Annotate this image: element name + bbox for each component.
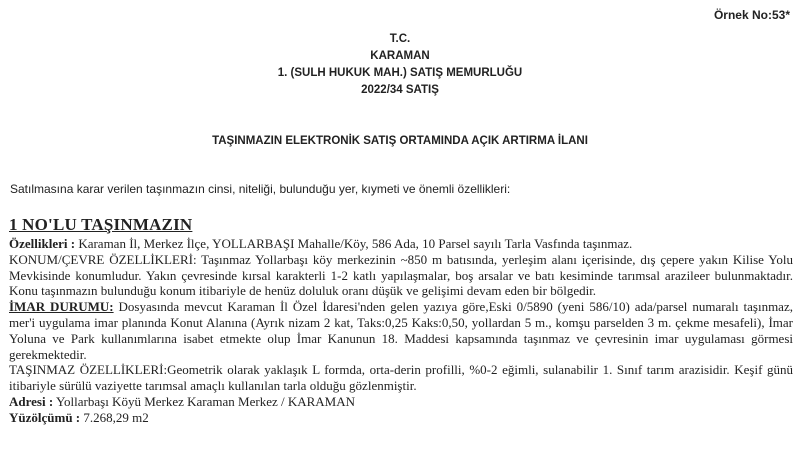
property-section [9,215,793,426]
property-features-paragraph: TAŞINMAZ ÖZELLİKLERİ:Geometrik olarak yaklaşık L formda, orta-derin profilli, %0-2 eğimli, sulanabilir 1. Sınıf tarım arazisidir. Keşif günü itibariyle sürülü vaziyette tarımsal amaçlı kullanılan tarla olduğu gözlenmiştir. [9,362,793,394]
features-label: Özellikleri : [9,236,76,251]
zoning-paragraph [9,299,793,362]
area-text: 7.268,29 m2 [80,409,149,425]
header-case-number: 2022/34 SATIŞ [361,84,439,96]
document-header [0,31,800,99]
header-city: KARAMAN [370,50,430,62]
example-number: Örnek No:53* [713,8,790,22]
intro-text: Satılmasına karar verilen taşınmazın cinsi, niteliği, bulunduğu yer, kıymeti ve önemli özellikleri: [10,182,511,196]
address-paragraph [9,394,793,410]
address-text: Yollarbaşı Köyü Merkez Karaman Merkez / KARAMAN [53,393,356,409]
location-paragraph: KONUM/ÇEVRE ÖZELLİKLERİ: Taşınmaz Yollarbaşı köy merkezinin ~850 m batısında, yerleşim alanı içerisinde, dış çepere yakın Kilise Yolu Mevkisinde konumludur. Yakın çevresinde kırsal karakterli 1-2 katlı yapılaşmalar, boş arsalar ve batı kesiminde tarımsal arazileer bulunmaktadır. Konu taşınmazın bulunduğu konum itibariyle de henüz doluluk oranı düşük ve gelişimi devam eden bir bölgedir. [9,251,793,299]
header-office: 1. (SULH HUKUK MAH.) SATIŞ MEMURLUĞU [277,67,523,79]
notice-title: TAŞINMAZIN ELEKTRONİK SATIŞ ORTAMINDA AÇIK ARTIRMA İLANI [212,135,588,147]
header-country: T.C. [389,33,411,45]
features-paragraph [9,236,793,252]
zoning-text: Dosyasında mevcut Karaman İl Özel İdaresi'nden gelen yazıya göre,Eski 0/5890 (yeni 586/10) ada/parsel numaralı taşınmaz, mer'i uygulama imar planında Konut Alanına (Ayrık nizam 2 kat, Taks:0,25 Kaks:0,50, yollardan 5 m., komşu parselden 3 m. çekme mesafeli), İmar Yoluna ve Park kullanımlarına isabet etmekte olup İmar Kanunun 18. Maddesi kapsamında taşınmaz ve çevresinin imar uygulaması görmesi gerekmektedir. [9,299,793,362]
area-label: Yüzölçümü : [9,409,81,425]
zoning-label: İMAR DURUMU: [9,299,114,315]
address-label: Adresi : [9,393,54,409]
area-paragraph [9,410,793,426]
features-text: Karaman İl, Merkez İlçe, YOLLARBAŞI Mahalle/Köy, 586 Ada, 10 Parsel sayılı Tarla Vasfında taşınmaz. [75,236,633,251]
property-heading: 1 NO'LU TAŞINMAZIN [9,215,193,234]
